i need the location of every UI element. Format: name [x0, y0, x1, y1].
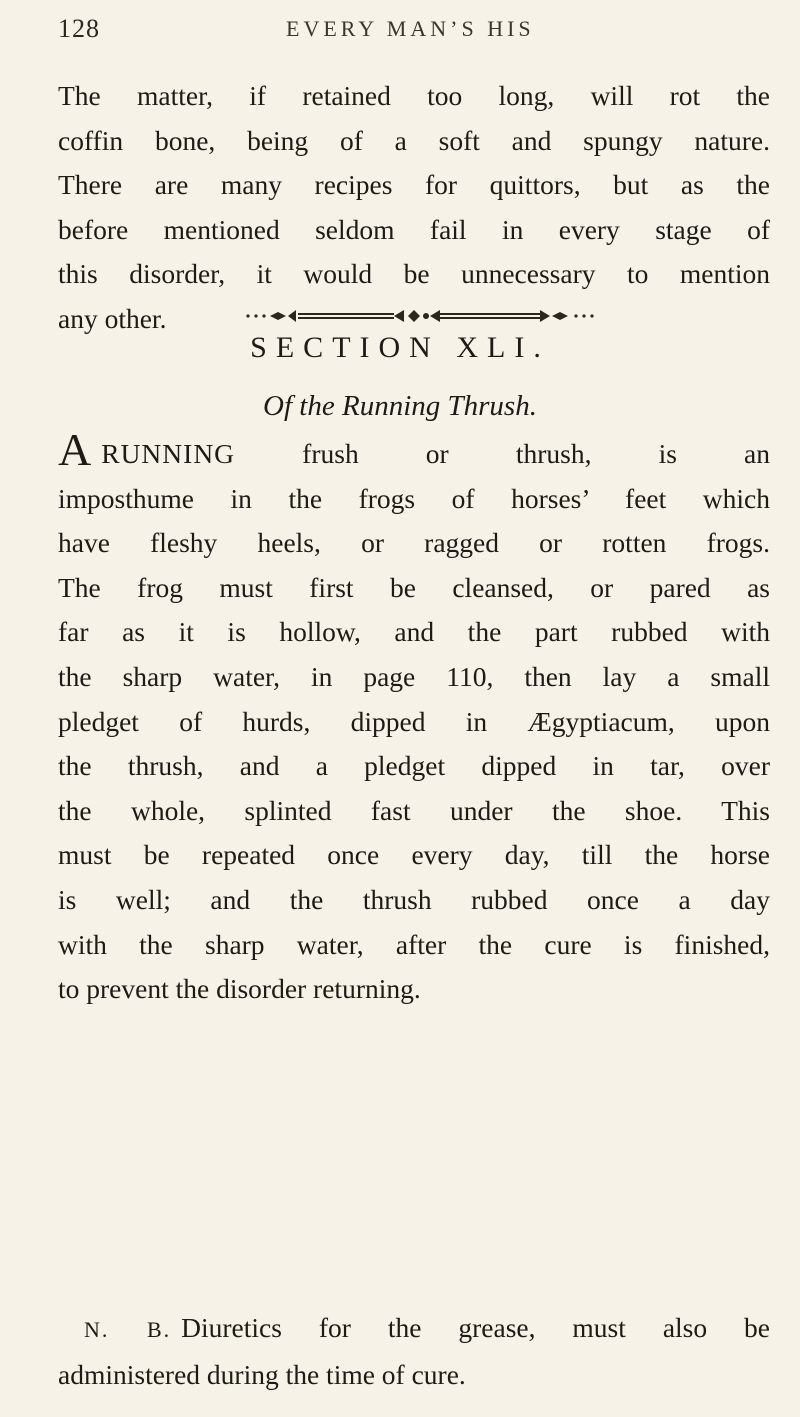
text-line: the thrush, and a pledget dipped in tar, over	[58, 750, 770, 782]
text-line: far as it is hollow, and the part rubbed with	[58, 616, 770, 648]
text-run: frush or thrush, is an	[302, 438, 770, 469]
text-line: The frog must first be cleansed, or pared as	[58, 571, 770, 603]
text-line: There are many recipes for quittors, but as the	[58, 169, 770, 201]
note-label: N. B.	[84, 1317, 172, 1342]
small-caps-word: RUNNING	[101, 438, 236, 469]
nota-bene-note	[58, 1305, 770, 1397]
text-line: The matter, if retained too long, will rot the	[58, 80, 770, 111]
section-heading: SECTION XLI.	[250, 331, 550, 364]
text-line: with the sharp water, after the cure is finished,	[58, 928, 770, 960]
text-line: before mentioned seldom fail in every stage of	[58, 213, 770, 245]
first-line	[58, 424, 770, 477]
note-line: administered during the time of cure.	[58, 1359, 466, 1390]
text-line: is well; and the thrush rubbed once a day	[58, 883, 770, 915]
text-line: any other.	[58, 302, 167, 334]
text-line: the whole, splinted fast under the shoe. This	[58, 794, 770, 826]
section-ornament-rule	[240, 306, 600, 326]
text-line: this disorder, it would be unnecessary to mention	[58, 258, 770, 290]
text-line: the sharp water, in page 110, then lay a small	[58, 660, 770, 692]
page-number: 128	[58, 14, 100, 43]
running-head: EVERY MAN’S HIS	[286, 16, 535, 41]
drop-capital: A	[58, 424, 92, 475]
text-line: have fleshy heels, or ragged or rotten frogs.	[58, 527, 770, 559]
paragraph-quittors	[58, 74, 770, 342]
text-line: coffin bone, being of a soft and spungy nature.	[58, 124, 770, 156]
note-line	[84, 1305, 770, 1352]
text-line: imposthume in the frogs of horses’ feet which	[58, 482, 770, 514]
text-run: Diuretics for the grease, must also be	[181, 1312, 770, 1343]
page-header	[58, 14, 758, 54]
section-subtitle: Of the Running Thrush.	[263, 390, 537, 422]
text-line: must be repeated once every day, till the horse	[58, 839, 770, 871]
paragraph-running-thrush	[58, 424, 770, 1012]
text-line: to prevent the disorder returning.	[58, 973, 421, 1005]
text-line: pledget of hurds, dipped in Ægyptiacum, upon	[58, 705, 770, 737]
